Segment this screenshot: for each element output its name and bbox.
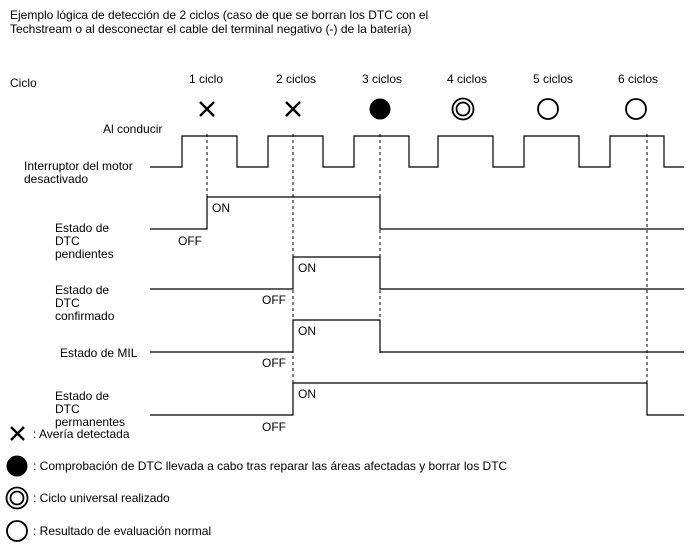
legend-open-text: : Resultado de evaluación normal — [33, 524, 212, 538]
legend-cross-text: : Avería detectada — [33, 427, 130, 441]
cycle-label-3: 3 ciclos — [362, 72, 403, 86]
permanent-label: Estado de DTC permanentes — [55, 389, 126, 429]
confirmed-dtc-waveform — [150, 257, 684, 289]
cycle-header: Ciclo — [10, 76, 37, 90]
legend-open-circle-icon — [7, 521, 27, 541]
ignition-label: Interruptor del motor desactivado — [24, 159, 133, 186]
cycle-label-4: 4 ciclos — [447, 72, 488, 86]
pending-on-label: ON — [212, 201, 230, 215]
cycle-4-double-circle-icon — [453, 99, 474, 120]
cycle-reference-lines — [207, 134, 647, 386]
pending-off-label: OFF — [178, 234, 202, 248]
mil-waveform — [150, 320, 684, 352]
cycle-2-cross-icon — [286, 102, 300, 116]
legend-filled-circle-icon — [7, 456, 28, 477]
mil-on-label: ON — [298, 324, 316, 338]
mil-off-label: OFF — [262, 356, 286, 370]
confirmed-label: Estado de DTC confirmado — [55, 283, 115, 323]
legend-cross-icon — [11, 427, 24, 440]
mil-label: Estado de MIL — [60, 346, 138, 360]
confirmed-on-label: ON — [298, 261, 316, 275]
title-line-1: Ejemplo lógica de detección de 2 ciclos (caso de que se borran los DTC con el — [10, 8, 429, 22]
cycle-3-filled-circle-icon — [370, 99, 391, 120]
cycle-label-5: 5 ciclos — [533, 72, 574, 86]
permanent-off-label: OFF — [262, 420, 286, 434]
driving-label: Al conducir — [103, 122, 163, 136]
confirmed-off-label: OFF — [262, 293, 286, 307]
cycle-6-open-circle-icon — [626, 99, 646, 119]
pending-dtc-waveform — [150, 197, 684, 229]
ignition-waveform — [150, 136, 684, 167]
permanent-on-label: ON — [298, 387, 316, 401]
title-line-2: Techstream o al desconectar el cable del terminal negativo (-) de la batería) — [10, 22, 412, 36]
cycle-label-6: 6 ciclos — [618, 72, 659, 86]
pending-label: Estado de DTC pendientes — [55, 221, 114, 261]
cycle-label-2: 2 ciclos — [276, 72, 317, 86]
cycle-label-1: 1 ciclo — [189, 72, 224, 86]
legend-double-circle-icon — [7, 488, 28, 509]
permanent-dtc-waveform — [150, 383, 684, 415]
legend-filled-text: : Comprobación de DTC llevada a cabo tras reparar las áreas afectadas y borrar los DTC — [33, 459, 508, 473]
cycle-5-open-circle-icon — [538, 99, 558, 119]
cycle-1-cross-icon — [200, 102, 214, 116]
legend-double-text: : Ciclo universal realizado — [33, 491, 170, 505]
